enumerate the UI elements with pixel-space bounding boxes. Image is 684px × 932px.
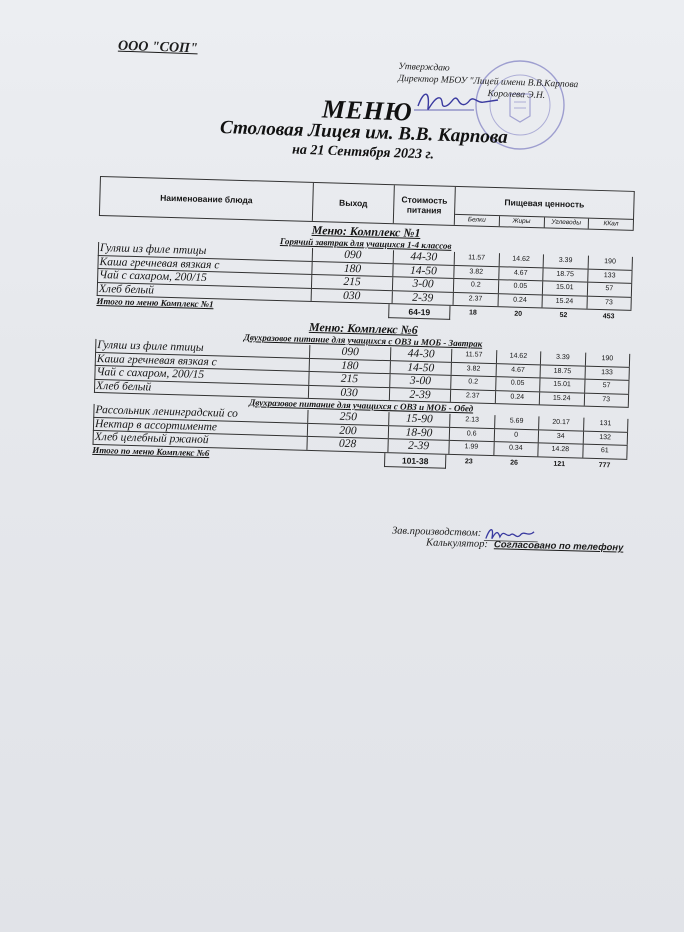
total-fats: 26	[510, 459, 519, 467]
dish-fats: 5.69	[495, 415, 540, 429]
dish-cost: 2-39	[388, 439, 449, 453]
dish-proteins: 0.2	[454, 279, 499, 293]
dish-name: Каша гречневая вязкая с	[96, 352, 310, 370]
dish-output: 090	[310, 345, 391, 360]
header-output: Выход	[313, 183, 395, 223]
calculator-value: Согласовано по телефону	[493, 539, 624, 554]
dish-proteins: 11.57	[455, 252, 500, 266]
dish-kcal: 133	[585, 366, 630, 380]
header-fats: Жиры	[500, 216, 545, 227]
dish-proteins: 1.99	[449, 441, 494, 455]
total-label: Итого по меню Комплекс №6	[92, 444, 210, 458]
total-cost: 64-19	[388, 304, 450, 320]
total-carbs: 121	[553, 460, 566, 468]
menu-table	[92, 176, 635, 473]
dish-output: 215	[312, 275, 393, 290]
total-proteins: 18	[468, 309, 477, 317]
page-subtitle: Столовая Лицея им. В.В. Карпова	[219, 116, 509, 149]
dish-carbs: 18.75	[543, 268, 588, 282]
header-name: Наименование блюда	[100, 177, 314, 221]
dish-output: 090	[313, 248, 394, 263]
menu1-section: Горячий завтрак для учащихся 1-4 классов	[279, 236, 452, 251]
dish-carbs: 20.17	[539, 416, 584, 430]
dish-cost: 14-50	[393, 264, 454, 278]
menu-date: на 21 Сентября 2023 г.	[291, 142, 435, 163]
dish-carbs: 15.01	[540, 378, 585, 392]
page-title: МЕНЮ	[321, 94, 413, 127]
dish-fats: 0.24	[498, 294, 543, 308]
dish-fats: 0.24	[495, 391, 540, 405]
calculator-label: Калькулятор:	[425, 537, 489, 551]
dish-cost: 14-50	[391, 361, 452, 375]
dish-proteins: 2.37	[454, 292, 499, 306]
dish-fats: 4.67	[499, 267, 544, 281]
dish-carbs: 15.01	[543, 281, 588, 295]
dish-kcal: 57	[587, 283, 632, 297]
menu1-title: Меню: Комплекс №1	[311, 222, 421, 240]
dish-name: Гуляш из филе птицы	[96, 339, 310, 357]
production-label: Зав.производством:	[391, 525, 482, 539]
dish-cost: 2-39	[390, 388, 451, 402]
total-fats: 20	[514, 310, 523, 318]
dish-kcal: 190	[585, 353, 630, 367]
dish-proteins: 0.6	[450, 427, 495, 441]
dish-cost: 44-30	[391, 347, 452, 361]
header-cost: Стоимость питания	[394, 185, 456, 225]
calculator-signature-line	[426, 537, 624, 553]
dish-cost: 18-90	[389, 426, 450, 440]
dish-output: 030	[312, 288, 393, 303]
dish-name: Хлеб белый	[95, 379, 309, 397]
dish-output: 200	[308, 423, 389, 438]
dish-carbs: 15.24	[543, 295, 588, 309]
total-cost: 101-38	[384, 453, 446, 469]
dish-fats: 14.62	[496, 350, 541, 364]
dish-proteins: 3.82	[452, 362, 497, 376]
dish-kcal: 133	[588, 269, 633, 283]
dish-cost: 3-00	[393, 277, 454, 291]
dish-kcal: 190	[588, 256, 633, 270]
dish-proteins: 2.37	[451, 389, 496, 403]
header-kcal: ККал	[603, 220, 619, 228]
total-kcal: 777	[598, 461, 611, 469]
approval-line-3: Королева Э.Н.	[487, 88, 546, 101]
dish-carbs: 3.39	[541, 351, 586, 365]
director-signature-icon	[414, 86, 500, 116]
dish-cost: 44-30	[394, 250, 455, 264]
dish-fats: 14.62	[499, 253, 544, 267]
dish-name: Чай с сахаром, 200/15	[95, 366, 309, 384]
dish-fats: 4.67	[496, 364, 541, 378]
total-label: Итого по меню Комплекс №1	[96, 295, 214, 310]
dish-kcal: 131	[584, 418, 629, 432]
dish-cost: 3-00	[390, 374, 451, 388]
dish-output: 215	[309, 372, 390, 387]
dish-name: Каша гречневая вязкая с	[98, 255, 312, 273]
dish-kcal: 132	[583, 431, 628, 445]
dish-output: 250	[308, 410, 389, 425]
dish-output: 180	[310, 358, 391, 373]
dish-kcal: 73	[584, 393, 629, 407]
dish-name: Рассольник ленинградский со	[94, 404, 308, 422]
dish-kcal: 57	[585, 380, 630, 394]
dish-fats: 0.34	[494, 442, 539, 456]
approval-line-1: Утверждаю	[398, 61, 450, 74]
dish-carbs: 18.75	[541, 365, 586, 379]
dish-fats: 0	[494, 429, 539, 443]
total-proteins: 23	[464, 457, 473, 466]
menu6-title: Меню: Комплекс №6	[308, 319, 418, 337]
dish-cost: 2-39	[393, 291, 454, 305]
dish-proteins: 11.57	[452, 349, 497, 363]
dish-kcal: 73	[587, 296, 632, 310]
dish-output: 180	[312, 261, 393, 276]
header-nutrition	[455, 187, 634, 230]
organization-name: ООО "СОП"	[117, 38, 198, 57]
dish-carbs: 3.39	[544, 254, 589, 268]
dish-name: Гуляш из филе птицы	[99, 242, 313, 260]
menu6-section-lunch: Двухразовое питание для учащихся с ОВЗ и МОБ - Обед	[249, 397, 474, 414]
dish-proteins: 0.2	[451, 376, 496, 390]
dish-carbs: 15.24	[540, 392, 585, 406]
header-carbs: Углеводы	[544, 217, 589, 228]
dish-carbs: 14.28	[538, 443, 583, 457]
dish-name: Чай с сахаром, 200/15	[98, 269, 312, 287]
dish-fats: 0.05	[498, 280, 543, 294]
dish-name: Хлеб целебный ржаной	[94, 431, 308, 449]
dish-name: Нектар в ассортименте	[94, 417, 308, 435]
dish-cost: 15-90	[389, 412, 450, 426]
header-proteins: Белки	[455, 215, 500, 226]
total-carbs: 52	[559, 311, 568, 320]
dish-fats: 0.05	[496, 377, 541, 391]
dish-output: 030	[309, 385, 390, 400]
approval-line-2: Директор МБОУ "Лицей имени В.В.Карпова	[397, 73, 579, 91]
dish-proteins: 2.13	[450, 414, 495, 428]
dish-output: 028	[307, 437, 388, 452]
header-nutrition-label: Пищевая ценность	[504, 196, 585, 210]
menu6-section-breakfast: Двухразовое питание для учащихся с ОВЗ и МОБ - Завтрак	[243, 332, 483, 349]
dish-kcal: 61	[583, 445, 628, 459]
dish-name: Хлеб белый	[98, 282, 312, 300]
dish-proteins: 3.82	[454, 265, 499, 279]
total-kcal: 453	[602, 313, 615, 321]
dish-carbs: 34	[539, 430, 584, 444]
